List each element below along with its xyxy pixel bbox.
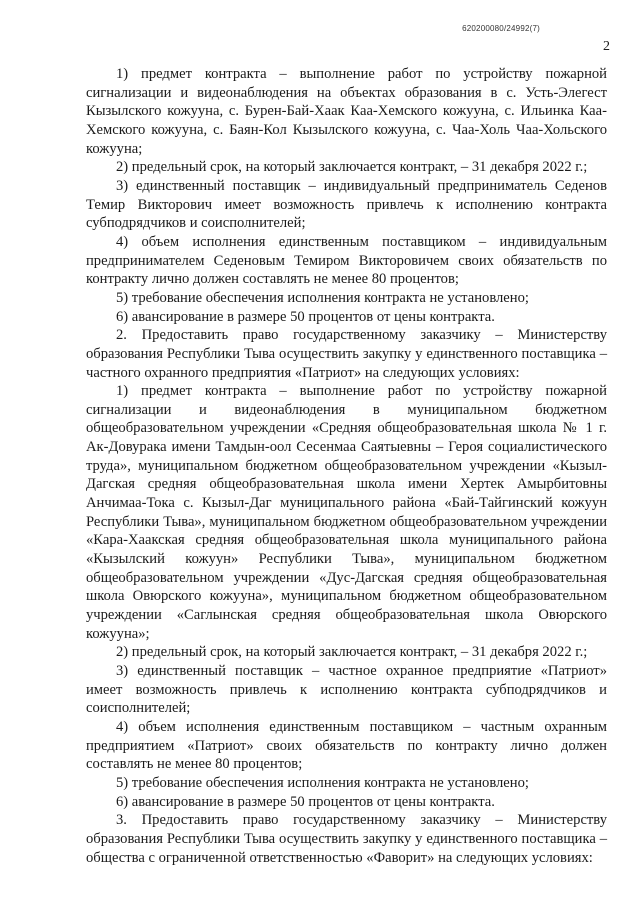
page-number: 2 [603,39,610,54]
paragraph-1-1-subject: 1) предмет контракта – выполнение работ по устройству пожарной сигнализации и видеонаблюдения на объектах образования в с. Усть-Элегест Кызылского кожууна, с. Бурен-Бай-Хаак Каа-Хемского кожууна, с. Ильинка Каа-Хемского кожууна, с. Баян-Кол Кызылского кожууна, с. Чаа-Холь Чаа-Хольского кожууна; [86,66,607,157]
document-code: 620200080/24992(7) [462,24,540,33]
paragraph-2-4-volume: 4) объем исполнения единственным поставщиком – частным охранным предприятием «Патриот» своих обязательств по контракту лично должен составлять не менее 80 процентов; [86,718,607,773]
paragraph-2-3-supplier: 3) единственный поставщик – частное охранное предприятие «Патриот» имеет возможность привлечь к исполнению контракта субподрядчиков и соисполнителей; [86,663,607,717]
paragraph-1-2-deadline: 2) предельный срок, на который заключается контракт, – 31 декабря 2022 г.; [116,159,588,176]
paragraph-1-4-volume: 4) объем исполнения единственным поставщиком – индивидуальным предпринимателем Седеновым Темиром Викторовичем своих обязательств по контракту лично должен составлять не менее 80 процентов; [86,233,607,288]
paragraph-2-5-security: 5) требование обеспечения исполнения контракта не установлено; [116,774,529,791]
paragraph-2-intro: 2. Предоставить право государственному заказчику – Министерству образования Республики Тыва осуществить закупку у единственного поставщика – частного охранного предприятия «Патриот» на следующих условиях: [86,327,607,381]
paragraph-1-5-security: 5) требование обеспечения исполнения контракта не установлено; [116,289,529,306]
paragraph-1-3-supplier: 3) единственный поставщик – индивидуальный предприниматель Седенов Темир Викторович имеет возможность привлечь к исполнению контракта субподрядчиков и соисполнителей; [86,177,607,232]
paragraph-1-6-advance: 6) авансирование в размере 50 процентов от цены контракта. [116,308,495,325]
paragraph-3-intro: 3. Предоставить право государственному заказчику – Министерству образования Республики Тыва осуществить закупку у единственного поставщика – общества с ограниченной ответственностью «Фаворит» на следующих условиях: [86,812,607,866]
paragraph-2-1-subject: 1) предмет контракта – выполнение работ по устройству пожарной сигнализации и видеонаблюдения в муниципальном бюджетном общеобразовательном учреждении «Средняя общеобразовательная школа № 1 г. Ак-Довурака имени Тамдын-оол Сесенмаа Саятыевны – Героя социалистического труда», муниципальном бюджетном общеобразовательном учреждении «Кызыл-Дагская средняя общеобразовательная школа имени Хертек Амырбитовны Анчимаа-Тока с. Кызыл-Даг муниципального района «Бай-Тайгинский кожуун Республики Тыва», муниципальном бюджетном общеобразовательном учреждении «Кара-Хаакская средняя общеобразовательная школа муниципального района «Кызылский кожуун» Республики Тыва», муниципальном бюджетном общеобразовательном учреждении «Дус-Дагская средняя общеобразовательная школа Овюрского кожууна», муниципальном бюджетном общеобразовательном учреждении «Саглынская средняя общеобразовательная школа Овюрского кожууна»; [86,383,607,642]
paragraph-2-2-deadline: 2) предельный срок, на который заключается контракт, – 31 декабря 2022 г.; [116,644,588,661]
document-body [86,65,607,867]
paragraph-2-6-advance: 6) авансирование в размере 50 процентов от цены контракта. [116,793,495,810]
